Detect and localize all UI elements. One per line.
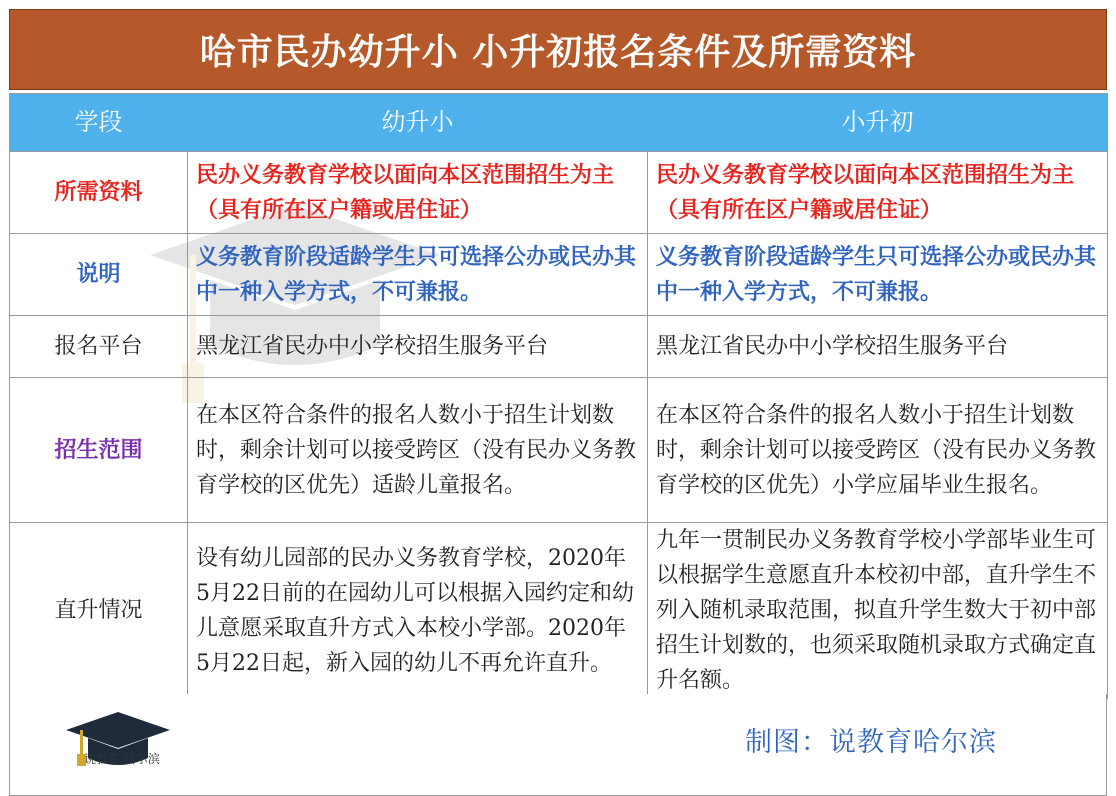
table-cell: 民办义务教育学校以面向本区范围招生为主（具有所在区户籍或居住证） (188, 152, 648, 234)
table-cell: 民办义务教育学校以面向本区范围招生为主（具有所在区户籍或居住证） (648, 152, 1108, 234)
table-cell: 义务教育阶段适龄学生只可选择公办或民办其中一种入学方式，不可兼报。 (188, 234, 648, 316)
table-cell: 设有幼儿园部的民办义务教育学校，2020年5月22日前的在园幼儿可以根据入园约定和幼儿意愿采取直升方式入本校小学部。2020年5月22日起，新入园的幼儿不再允许直升。 (188, 523, 648, 699)
row-label: 所需资料 (10, 152, 188, 234)
row-label: 说明 (10, 234, 188, 316)
table-cell: 黑龙江省民办中小学校招生服务平台 (188, 316, 648, 378)
row-label: 直升情况 (10, 523, 188, 699)
logo-text: 说教育·哈尔滨 (84, 752, 160, 766)
row-label: 招生范围 (10, 378, 188, 523)
table-cell: 黑龙江省民办中小学校招生服务平台 (648, 316, 1108, 378)
footer (9, 694, 1107, 796)
table-row-platform (10, 316, 1108, 378)
header-kindergarten-to-primary: 幼升小 (188, 94, 648, 152)
table-cell: 在本区符合条件的报名人数小于招生计划数时，剩余计划可以接受跨区（没有民办义务教育学校的区优先）适龄儿童报名。 (188, 378, 648, 523)
table-cell: 九年一贯制民办义务教育学校小学部毕业生可以根据学生意愿直升本校初中部，直升学生不列入随机录取范围，拟直升学生数大于初中部招生计划数的，也须采取随机录取方式确定直升名额。 (648, 523, 1108, 699)
credit-text: 制图：说教育哈尔滨 (745, 727, 997, 758)
graduation-cap-logo-icon (58, 708, 178, 790)
table-header-row (10, 94, 1108, 152)
table-row-notes (10, 234, 1108, 316)
page-title: 哈市民办幼升小 小升初报名条件及所需资料 (9, 9, 1107, 90)
table-cell: 义务教育阶段适龄学生只可选择公办或民办其中一种入学方式，不可兼报。 (648, 234, 1108, 316)
table-row-enrollment-scope (10, 378, 1108, 523)
header-stage: 学段 (10, 94, 188, 152)
row-label: 报名平台 (10, 316, 188, 378)
requirements-table (9, 93, 1108, 699)
table-row-direct-promotion (10, 523, 1108, 699)
table-cell: 在本区符合条件的报名人数小于招生计划数时，剩余计划可以接受跨区（没有民办义务教育学校的区优先）小学应届毕业生报名。 (648, 378, 1108, 523)
header-primary-to-middle: 小升初 (648, 94, 1108, 152)
table-row-required-materials (10, 152, 1108, 234)
